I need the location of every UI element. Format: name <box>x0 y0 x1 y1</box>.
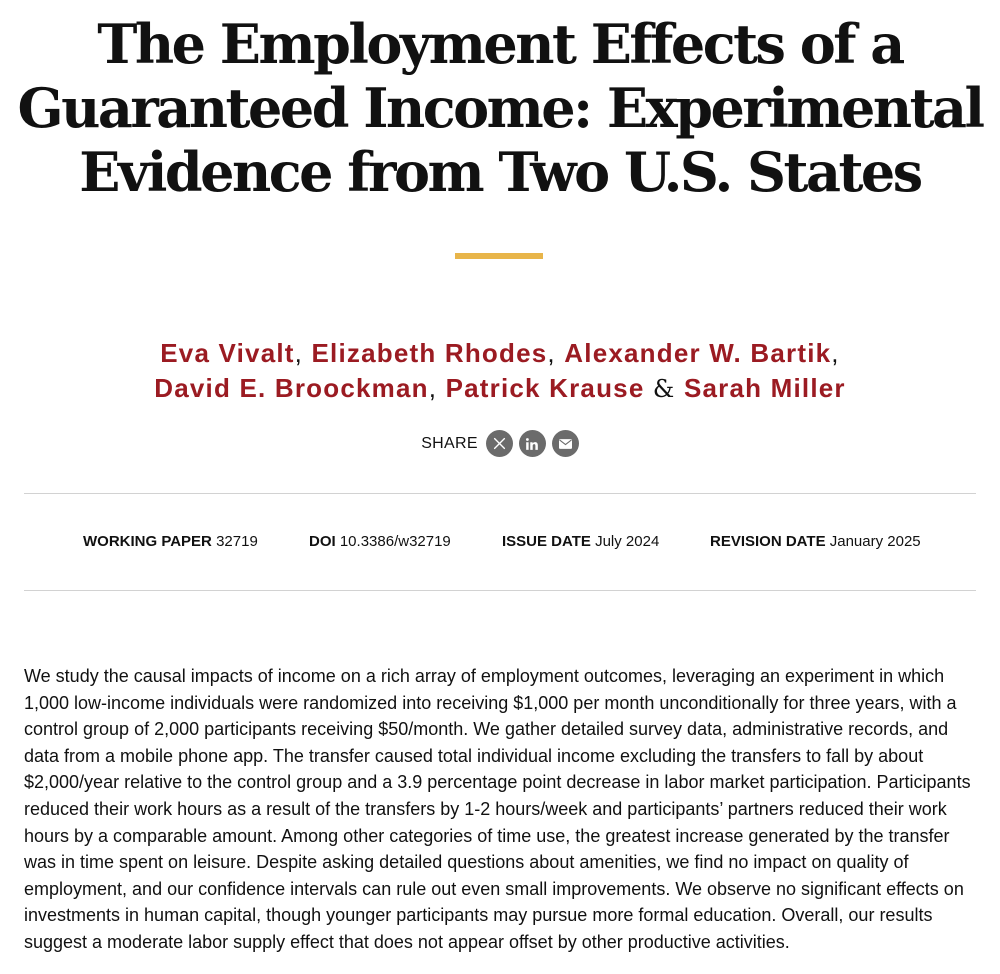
meta-label: ISSUE DATE <box>502 533 591 550</box>
share-linkedin-button[interactable] <box>519 430 546 457</box>
meta-label: REVISION DATE <box>710 533 826 550</box>
author-link[interactable]: Eva Vivalt <box>160 338 295 368</box>
author-ampersand: & <box>652 375 676 403</box>
meta-value: 10.3386/w32719 <box>339 533 451 550</box>
author-separator: , <box>831 338 840 368</box>
email-icon <box>559 439 572 449</box>
meta-value: July 2024 <box>595 533 660 550</box>
meta-issue-date <box>502 532 659 552</box>
meta-label: DOI <box>309 533 336 550</box>
author-link[interactable]: Alexander W. Bartik <box>564 338 832 368</box>
linkedin-icon <box>525 437 539 451</box>
share-x-button[interactable] <box>486 430 513 457</box>
meta-label: WORKING PAPER <box>83 533 212 550</box>
title-accent-divider <box>455 253 543 259</box>
meta-doi <box>309 532 451 552</box>
abstract-text: We study the causal impacts of income on a rich array of employment outcomes, leveraging an experiment in which 1,000 low-income individuals were randomized into receiving $1,000 per month unconditionally for three years, with a control group of 2,000 participants receiving $50/month. We gather detailed survey data, administrative records, and data from a mobile phone app. The transfer caused total individual income excluding the transfers to fall by about $2,000/year relative to the control group and a 3.9 percentage point decrease in labor market participation. Participants reduced their work hours as a result of the transfers by 1-2 hours/week and participants’ partners reduced their work hours by a comparable amount. Among other categories of time use, the greatest increase generated by the transfer was in time spent on leisure. Despite asking detailed questions about amenities, we find no impact on quality of employment, and our confidence intervals can rule out even small improvements. We observe no significant effects on investments in human capital, though younger participants may pursue more formal education. Overall, our results suggest a moderate labor supply effect that does not appear offset by other productive activities. <box>24 666 971 952</box>
x-icon <box>493 437 506 450</box>
meta-value: January 2025 <box>829 533 921 550</box>
author-link[interactable]: Elizabeth Rhodes <box>311 338 548 368</box>
meta-revision-date <box>710 532 921 552</box>
meta-value: 32719 <box>216 533 258 550</box>
author-separator: , <box>428 373 438 403</box>
author-link[interactable]: Sarah Miller <box>683 373 846 403</box>
author-separator: , <box>547 338 556 368</box>
author-link[interactable]: David E. Broockman <box>154 373 429 403</box>
author-list <box>0 336 1000 407</box>
meta-working-paper <box>83 532 258 552</box>
meta-divider-bottom <box>24 590 976 591</box>
author-separator: , <box>294 338 304 368</box>
author-link[interactable]: Patrick Krause <box>445 373 645 403</box>
share-label: SHARE <box>421 434 478 452</box>
share-email-button[interactable] <box>552 430 579 457</box>
meta-divider-top <box>24 493 976 494</box>
paper-title: The Employment Effects of a Guaranteed Income: Experimental Evidence from Two U.S. States <box>17 12 983 204</box>
share-bar <box>0 430 1000 457</box>
